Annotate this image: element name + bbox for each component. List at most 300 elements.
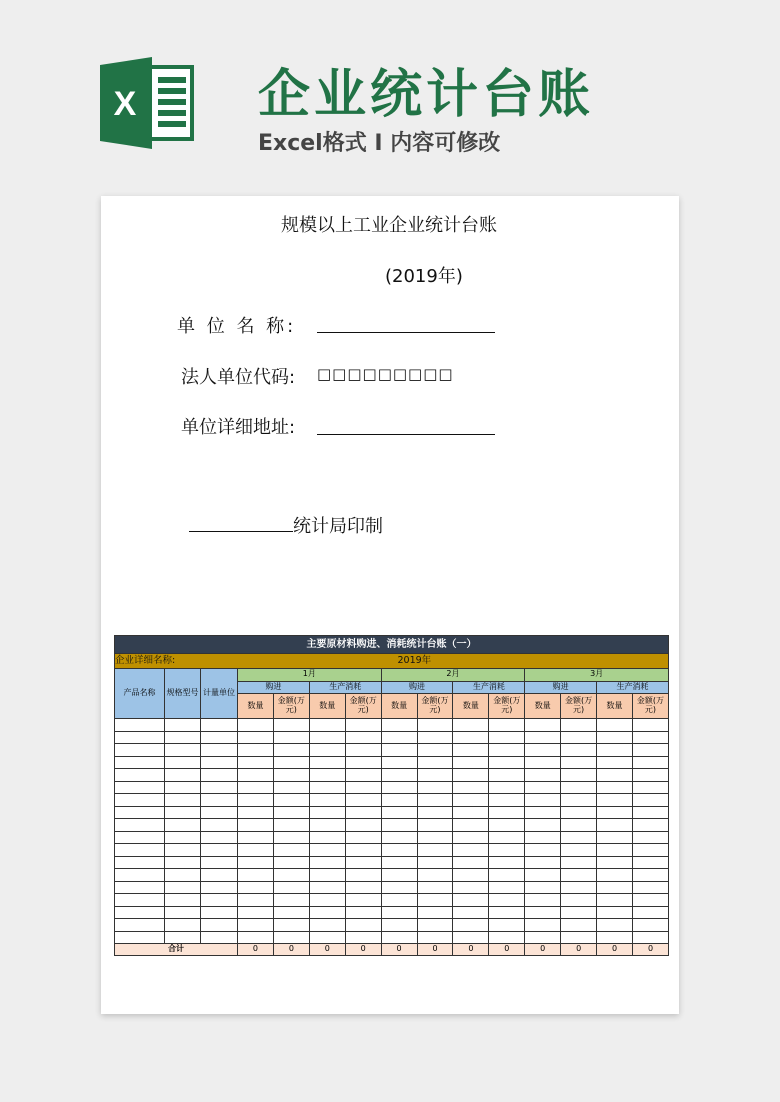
- table-cell[interactable]: [165, 731, 201, 744]
- table-cell[interactable]: [381, 844, 417, 857]
- table-cell[interactable]: [453, 806, 489, 819]
- table-cell[interactable]: [417, 819, 453, 832]
- purchase-header: 购进: [525, 681, 597, 694]
- table-cell[interactable]: [489, 881, 525, 894]
- table-cell[interactable]: [561, 731, 597, 744]
- table-cell[interactable]: [309, 931, 345, 944]
- table-cell[interactable]: [597, 881, 633, 894]
- table-year: 2019年: [238, 654, 669, 669]
- table-cell[interactable]: [417, 881, 453, 894]
- consume-header: 生产消耗: [309, 681, 381, 694]
- table-cell[interactable]: [201, 769, 238, 782]
- table-cell[interactable]: [453, 831, 489, 844]
- table-cell[interactable]: [201, 756, 238, 769]
- table-cell[interactable]: [273, 806, 309, 819]
- address-label: 单位详细地址:: [181, 417, 296, 438]
- table-cell[interactable]: [201, 806, 238, 819]
- table-cell[interactable]: [165, 781, 201, 794]
- table-cell[interactable]: [345, 719, 381, 732]
- table-cell[interactable]: [417, 769, 453, 782]
- table-cell[interactable]: [345, 844, 381, 857]
- table-cell[interactable]: [309, 744, 345, 757]
- table-cell[interactable]: [453, 794, 489, 807]
- table-row: [115, 881, 669, 894]
- table-cell[interactable]: [632, 869, 668, 882]
- table-cell[interactable]: [201, 894, 238, 907]
- table-cell[interactable]: [115, 906, 165, 919]
- doc-title: 规模以上工业企业统计台账: [281, 215, 497, 236]
- table-cell[interactable]: [561, 806, 597, 819]
- total-cell: 0: [417, 944, 453, 956]
- table-cell[interactable]: [525, 881, 561, 894]
- table-cell[interactable]: [417, 844, 453, 857]
- table-cell[interactable]: [309, 794, 345, 807]
- table-cell[interactable]: [561, 794, 597, 807]
- table-cell[interactable]: [273, 769, 309, 782]
- table-cell[interactable]: [453, 756, 489, 769]
- table-cell[interactable]: [453, 856, 489, 869]
- table-cell[interactable]: [561, 769, 597, 782]
- qty-header: 数量: [525, 694, 561, 719]
- table-cell[interactable]: [165, 719, 201, 732]
- table-cell[interactable]: [597, 931, 633, 944]
- table-cell[interactable]: [561, 919, 597, 932]
- table-row: [115, 794, 669, 807]
- amount-header: 金额(万元): [417, 694, 453, 719]
- table-cell[interactable]: [238, 756, 274, 769]
- table-cell[interactable]: [238, 844, 274, 857]
- table-cell[interactable]: [309, 844, 345, 857]
- table-cell[interactable]: [597, 894, 633, 907]
- table-cell[interactable]: [632, 931, 668, 944]
- legal-code-field[interactable]: □□□□□□□□□: [317, 365, 454, 383]
- table-cell[interactable]: [115, 781, 165, 794]
- table-cell[interactable]: [453, 906, 489, 919]
- table-cell[interactable]: [273, 894, 309, 907]
- table-cell[interactable]: [525, 856, 561, 869]
- table-cell[interactable]: [238, 881, 274, 894]
- table-cell[interactable]: [238, 719, 274, 732]
- table-cell[interactable]: [345, 931, 381, 944]
- table-cell[interactable]: [115, 806, 165, 819]
- table-cell[interactable]: [597, 856, 633, 869]
- table-cell[interactable]: [417, 781, 453, 794]
- table-cell[interactable]: [561, 844, 597, 857]
- table-cell[interactable]: [597, 719, 633, 732]
- table-cell[interactable]: [345, 869, 381, 882]
- table-cell[interactable]: [632, 906, 668, 919]
- qty-header: 数量: [381, 694, 417, 719]
- table-cell[interactable]: [238, 906, 274, 919]
- table-cell[interactable]: [453, 844, 489, 857]
- table-cell[interactable]: [115, 919, 165, 932]
- table-cell[interactable]: [165, 881, 201, 894]
- table-cell[interactable]: [632, 819, 668, 832]
- table-cell[interactable]: [525, 731, 561, 744]
- table-cell[interactable]: [561, 906, 597, 919]
- table-cell[interactable]: [381, 806, 417, 819]
- table-cell[interactable]: [381, 919, 417, 932]
- table-cell[interactable]: [525, 919, 561, 932]
- table-cell[interactable]: [561, 744, 597, 757]
- table-cell[interactable]: [115, 931, 165, 944]
- table-cell[interactable]: [381, 781, 417, 794]
- table-cell[interactable]: [453, 819, 489, 832]
- table-cell[interactable]: [273, 831, 309, 844]
- table-cell[interactable]: [417, 869, 453, 882]
- table-cell[interactable]: [489, 919, 525, 932]
- table-cell[interactable]: [489, 894, 525, 907]
- table-cell[interactable]: [345, 906, 381, 919]
- month-header: 3月: [525, 669, 669, 682]
- table-cell[interactable]: [453, 719, 489, 732]
- table-cell[interactable]: [309, 806, 345, 819]
- table-cell[interactable]: [345, 919, 381, 932]
- table-cell[interactable]: [115, 769, 165, 782]
- table-cell[interactable]: [489, 856, 525, 869]
- table-row: [115, 869, 669, 882]
- table-cell[interactable]: [632, 831, 668, 844]
- table-cell[interactable]: [597, 731, 633, 744]
- table-cell[interactable]: [453, 781, 489, 794]
- table-cell[interactable]: [632, 894, 668, 907]
- unit-name-field[interactable]: [317, 332, 495, 333]
- total-cell: 0: [309, 944, 345, 956]
- table-cell[interactable]: [489, 844, 525, 857]
- table-cell[interactable]: [561, 819, 597, 832]
- table-cell[interactable]: [525, 781, 561, 794]
- table-cell[interactable]: [273, 719, 309, 732]
- table-cell[interactable]: [417, 906, 453, 919]
- table-cell[interactable]: [273, 781, 309, 794]
- table-cell[interactable]: [525, 719, 561, 732]
- table-cell[interactable]: [273, 881, 309, 894]
- purchase-header: 购进: [381, 681, 453, 694]
- table-cell[interactable]: [345, 731, 381, 744]
- table-cell[interactable]: [115, 744, 165, 757]
- table-cell[interactable]: [525, 756, 561, 769]
- table-cell[interactable]: [201, 731, 238, 744]
- table-cell[interactable]: [489, 869, 525, 882]
- table-cell[interactable]: [115, 869, 165, 882]
- table-cell[interactable]: [273, 794, 309, 807]
- table-cell[interactable]: [309, 869, 345, 882]
- table-cell[interactable]: [417, 856, 453, 869]
- table-cell[interactable]: [525, 819, 561, 832]
- table-cell[interactable]: [201, 931, 238, 944]
- table-cell[interactable]: [165, 756, 201, 769]
- table-cell[interactable]: [309, 731, 345, 744]
- table-cell[interactable]: [201, 794, 238, 807]
- company-label: 企业详细名称:: [115, 654, 238, 669]
- table-cell[interactable]: [597, 844, 633, 857]
- table-cell[interactable]: [525, 769, 561, 782]
- table-cell[interactable]: [417, 794, 453, 807]
- table-cell[interactable]: [309, 894, 345, 907]
- table-cell[interactable]: [309, 919, 345, 932]
- table-cell[interactable]: [381, 931, 417, 944]
- table-cell[interactable]: [115, 844, 165, 857]
- table-cell[interactable]: [165, 931, 201, 944]
- table-cell[interactable]: [489, 794, 525, 807]
- table-cell[interactable]: [489, 931, 525, 944]
- table-cell[interactable]: [597, 819, 633, 832]
- table-cell[interactable]: [309, 819, 345, 832]
- table-cell[interactable]: [417, 756, 453, 769]
- table-cell[interactable]: [381, 894, 417, 907]
- table-cell[interactable]: [345, 744, 381, 757]
- table-cell[interactable]: [201, 844, 238, 857]
- table-cell[interactable]: [381, 719, 417, 732]
- table-cell[interactable]: [525, 794, 561, 807]
- table-cell[interactable]: [417, 731, 453, 744]
- table-cell[interactable]: [165, 894, 201, 907]
- table-cell[interactable]: [417, 744, 453, 757]
- table-cell[interactable]: [165, 794, 201, 807]
- table-cell[interactable]: [632, 756, 668, 769]
- table-cell[interactable]: [345, 756, 381, 769]
- bureau-field[interactable]: [189, 531, 293, 532]
- table-cell[interactable]: [238, 744, 274, 757]
- table-cell[interactable]: [561, 894, 597, 907]
- table-cell[interactable]: [273, 919, 309, 932]
- table-row: [115, 919, 669, 932]
- table-cell[interactable]: [597, 906, 633, 919]
- table-cell[interactable]: [345, 856, 381, 869]
- table-cell[interactable]: [165, 769, 201, 782]
- table-cell[interactable]: [201, 869, 238, 882]
- table-cell[interactable]: [273, 744, 309, 757]
- table-cell[interactable]: [525, 931, 561, 944]
- table-cell[interactable]: [381, 831, 417, 844]
- table-cell[interactable]: [417, 894, 453, 907]
- table-cell[interactable]: [273, 844, 309, 857]
- table-cell[interactable]: [381, 794, 417, 807]
- table-cell[interactable]: [561, 831, 597, 844]
- table-cell[interactable]: [525, 844, 561, 857]
- table-cell[interactable]: [238, 831, 274, 844]
- table-cell[interactable]: [381, 819, 417, 832]
- table-cell[interactable]: [417, 719, 453, 732]
- table-cell[interactable]: [525, 906, 561, 919]
- table-cell[interactable]: [201, 881, 238, 894]
- table-cell[interactable]: [165, 906, 201, 919]
- table-cell[interactable]: [489, 744, 525, 757]
- table-cell[interactable]: [273, 756, 309, 769]
- table-cell[interactable]: [201, 831, 238, 844]
- table-cell[interactable]: [115, 894, 165, 907]
- table-cell[interactable]: [345, 894, 381, 907]
- table-cell[interactable]: [238, 806, 274, 819]
- table-cell[interactable]: [381, 769, 417, 782]
- table-cell[interactable]: [489, 806, 525, 819]
- table-cell[interactable]: [238, 819, 274, 832]
- table-cell[interactable]: [453, 919, 489, 932]
- table-cell[interactable]: [309, 906, 345, 919]
- table-cell[interactable]: [632, 781, 668, 794]
- table-cell[interactable]: [561, 756, 597, 769]
- table-cell[interactable]: [309, 881, 345, 894]
- table-cell[interactable]: [489, 719, 525, 732]
- table-cell[interactable]: [238, 731, 274, 744]
- total-cell: 0: [525, 944, 561, 956]
- table-cell[interactable]: [525, 744, 561, 757]
- table-cell[interactable]: [453, 894, 489, 907]
- table-cell[interactable]: [597, 831, 633, 844]
- table-cell[interactable]: [115, 881, 165, 894]
- table-cell[interactable]: [453, 869, 489, 882]
- table-cell[interactable]: [453, 881, 489, 894]
- table-cell[interactable]: [561, 931, 597, 944]
- table-row: [115, 731, 669, 744]
- table-cell[interactable]: [273, 731, 309, 744]
- table-cell[interactable]: [525, 869, 561, 882]
- table-cell[interactable]: [561, 856, 597, 869]
- table-cell[interactable]: [489, 819, 525, 832]
- table-cell[interactable]: [165, 844, 201, 857]
- table-cell[interactable]: [597, 806, 633, 819]
- table-cell[interactable]: [273, 819, 309, 832]
- table-row: [115, 931, 669, 944]
- table-cell[interactable]: [417, 919, 453, 932]
- table-cell[interactable]: [238, 919, 274, 932]
- table-cell[interactable]: [345, 819, 381, 832]
- table-cell[interactable]: [489, 781, 525, 794]
- table-cell[interactable]: [273, 906, 309, 919]
- table-cell[interactable]: [238, 781, 274, 794]
- table-cell[interactable]: [597, 781, 633, 794]
- table-cell[interactable]: [381, 869, 417, 882]
- table-row: [115, 819, 669, 832]
- table-cell[interactable]: [597, 794, 633, 807]
- table-cell[interactable]: [201, 906, 238, 919]
- table-cell[interactable]: [632, 744, 668, 757]
- table-cell[interactable]: [489, 756, 525, 769]
- table-cell[interactable]: [273, 931, 309, 944]
- table-cell[interactable]: [525, 806, 561, 819]
- table-cell[interactable]: [597, 744, 633, 757]
- table-cell[interactable]: [453, 744, 489, 757]
- table-cell[interactable]: [632, 919, 668, 932]
- table-cell[interactable]: [381, 756, 417, 769]
- table-cell[interactable]: [201, 744, 238, 757]
- table-cell[interactable]: [165, 819, 201, 832]
- table-cell[interactable]: [201, 819, 238, 832]
- table-cell[interactable]: [115, 719, 165, 732]
- table-cell[interactable]: [345, 781, 381, 794]
- table-cell[interactable]: [238, 869, 274, 882]
- table-cell[interactable]: [632, 881, 668, 894]
- table-cell[interactable]: [165, 869, 201, 882]
- table-cell[interactable]: [238, 794, 274, 807]
- table-cell[interactable]: [489, 906, 525, 919]
- table-cell[interactable]: [238, 894, 274, 907]
- table-cell[interactable]: [309, 856, 345, 869]
- table-cell[interactable]: [238, 931, 274, 944]
- table-cell[interactable]: [165, 856, 201, 869]
- table-cell[interactable]: [115, 731, 165, 744]
- table-cell[interactable]: [525, 831, 561, 844]
- table-cell[interactable]: [417, 931, 453, 944]
- table-cell[interactable]: [489, 731, 525, 744]
- table-cell[interactable]: [561, 781, 597, 794]
- table-row: [115, 856, 669, 869]
- table-cell[interactable]: [453, 769, 489, 782]
- table-cell[interactable]: [632, 794, 668, 807]
- table-cell[interactable]: [201, 719, 238, 732]
- amount-header: 金额(万元): [561, 694, 597, 719]
- table-cell[interactable]: [381, 744, 417, 757]
- table-cell[interactable]: [345, 831, 381, 844]
- svg-text:X: X: [113, 85, 137, 123]
- table-cell[interactable]: [165, 831, 201, 844]
- table-cell[interactable]: [165, 919, 201, 932]
- address-field[interactable]: [317, 434, 495, 435]
- table-cell[interactable]: [561, 881, 597, 894]
- table-cell[interactable]: [201, 781, 238, 794]
- qty-header: 数量: [309, 694, 345, 719]
- table-cell[interactable]: [381, 881, 417, 894]
- table-cell[interactable]: [309, 831, 345, 844]
- table-cell[interactable]: [165, 806, 201, 819]
- table-cell[interactable]: [597, 769, 633, 782]
- table-cell[interactable]: [525, 894, 561, 907]
- table-cell[interactable]: [417, 806, 453, 819]
- table-cell[interactable]: [345, 769, 381, 782]
- table-cell[interactable]: [238, 856, 274, 869]
- table-cell[interactable]: [201, 919, 238, 932]
- table-cell[interactable]: [273, 869, 309, 882]
- table-cell[interactable]: [165, 744, 201, 757]
- table-cell[interactable]: [632, 856, 668, 869]
- table-cell[interactable]: [453, 731, 489, 744]
- table-cell[interactable]: [489, 831, 525, 844]
- table-cell[interactable]: [632, 806, 668, 819]
- table-cell[interactable]: [201, 856, 238, 869]
- table-cell[interactable]: [632, 844, 668, 857]
- table-cell[interactable]: [381, 906, 417, 919]
- table-cell[interactable]: [309, 719, 345, 732]
- table-cell[interactable]: [561, 719, 597, 732]
- table-cell[interactable]: [489, 769, 525, 782]
- table-cell[interactable]: [632, 719, 668, 732]
- table-cell[interactable]: [345, 881, 381, 894]
- table-cell[interactable]: [561, 869, 597, 882]
- table-cell[interactable]: [381, 856, 417, 869]
- table-cell[interactable]: [417, 831, 453, 844]
- table-cell[interactable]: [453, 931, 489, 944]
- table-cell[interactable]: [309, 781, 345, 794]
- table-cell[interactable]: [381, 731, 417, 744]
- table-cell[interactable]: [632, 769, 668, 782]
- table-cell[interactable]: [597, 756, 633, 769]
- table-cell[interactable]: [632, 731, 668, 744]
- table-cell[interactable]: [115, 819, 165, 832]
- table-cell[interactable]: [115, 756, 165, 769]
- table-cell[interactable]: [345, 806, 381, 819]
- table-cell[interactable]: [309, 756, 345, 769]
- total-cell: 0: [273, 944, 309, 956]
- table-cell[interactable]: [115, 856, 165, 869]
- table-cell[interactable]: [115, 831, 165, 844]
- table-cell[interactable]: [597, 919, 633, 932]
- table-cell[interactable]: [238, 769, 274, 782]
- table-cell[interactable]: [273, 856, 309, 869]
- table-cell[interactable]: [115, 794, 165, 807]
- table-cell[interactable]: [309, 769, 345, 782]
- table-cell[interactable]: [597, 869, 633, 882]
- table-cell[interactable]: [345, 794, 381, 807]
